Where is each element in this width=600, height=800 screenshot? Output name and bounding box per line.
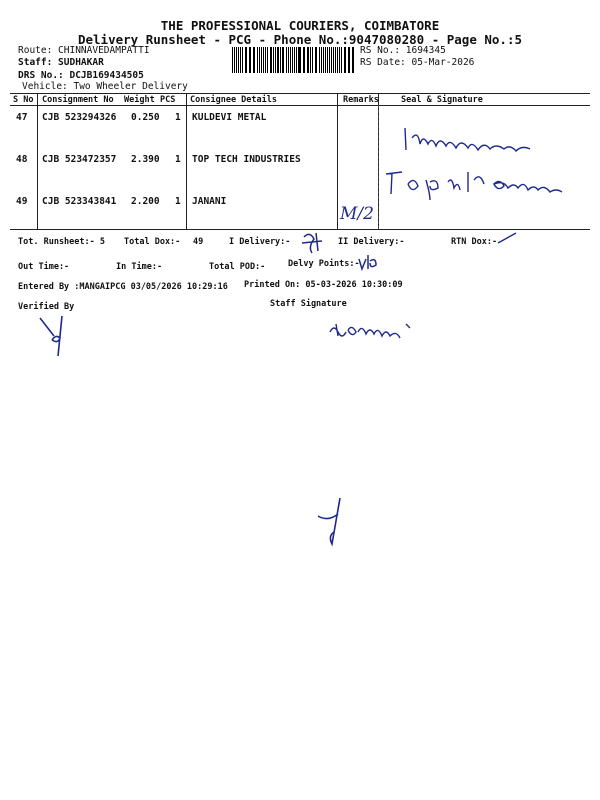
- col-header-consignee: Consignee Details: [190, 95, 277, 105]
- ii-delivery-label: II Delivery:-: [338, 237, 405, 247]
- rs-date: RS Date: 05-Mar-2026: [360, 57, 475, 68]
- barcode-bar: [273, 47, 274, 73]
- barcode-bar: [339, 47, 340, 73]
- col-divider: [337, 93, 338, 229]
- tot-runsheet: Tot. Runsheet:- 5: [18, 237, 105, 247]
- barcode-bar: [348, 47, 349, 73]
- barcode-bar: [240, 47, 241, 73]
- verified-signature: [36, 312, 76, 362]
- barcode-bar: [316, 47, 317, 73]
- table-top-border: [10, 93, 590, 94]
- total-pod-label: Total POD:-: [209, 262, 266, 272]
- row-weight: 2.390: [131, 154, 160, 165]
- total-dox-label: Total Dox:-: [124, 237, 181, 247]
- col-header-consignment: Consignment No: [42, 95, 114, 105]
- barcode-bar: [327, 47, 328, 73]
- barcode: [232, 47, 356, 73]
- barcode-bar: [310, 47, 311, 73]
- barcode-bar: [331, 47, 332, 73]
- printed-on: Printed On: 05-03-2026 10:30:09: [244, 280, 403, 290]
- col-header-weight: Weight: [124, 95, 155, 105]
- route-label: Route: CHINNAVEDAMPATTI: [18, 45, 150, 56]
- barcode-bar: [299, 47, 300, 73]
- total-dox-value: 49: [193, 237, 204, 247]
- row-pcs: 1: [175, 196, 181, 207]
- row-consignment: CJB 523472357: [42, 154, 117, 165]
- row-sno: 49: [16, 196, 28, 207]
- staff-signature: [326, 320, 416, 348]
- barcode-bar: [249, 47, 250, 73]
- row-pcs: 1: [175, 112, 181, 123]
- row-consignment: CJB 523294326: [42, 112, 117, 123]
- barcode-bar: [267, 47, 268, 73]
- runsheet-subtitle: Delivery Runsheet - PCG - Phone No.:9047080280 - Page No.:5: [77, 32, 522, 47]
- barcode-bar: [286, 47, 287, 73]
- row-sno: 47: [16, 112, 28, 123]
- row-weight: 2.200: [131, 196, 160, 207]
- col-divider: [186, 93, 187, 229]
- staff-signature-label: Staff Signature: [270, 299, 347, 309]
- table-header-border: [10, 105, 590, 106]
- barcode-bar: [238, 47, 239, 73]
- company-name: THE PROFESSIONAL COURIERS, COIMBATORE: [160, 18, 440, 33]
- col-header-seal: Seal & Signature: [401, 95, 483, 105]
- barcode-bar: [341, 47, 342, 73]
- seal-dashed-line: [378, 105, 379, 229]
- row-consignment: CJB 523343841: [42, 196, 117, 207]
- delvy-points-handwritten-mark: [356, 251, 380, 279]
- rtn-dox-slash-mark: [496, 230, 518, 249]
- handwritten-remark: M/2: [340, 204, 374, 224]
- out-time-label: Out Time:-: [18, 262, 70, 272]
- i-delivery-handwritten-mark: [300, 229, 326, 259]
- row-pcs: 1: [175, 154, 181, 165]
- barcode-bar: [254, 47, 255, 73]
- col-header-remarks: Remarks: [343, 95, 379, 105]
- barcode-bar: [277, 47, 278, 73]
- rs-number: RS No.: 1694345: [360, 45, 446, 56]
- handwritten-signature-row2: [382, 166, 582, 210]
- entered-by: Entered By :MANGAIPCG 03/05/2026 10:29:16: [18, 282, 228, 292]
- rtn-dox-label: RTN Dox:-: [451, 237, 498, 247]
- handwritten-signature-row1: [400, 118, 570, 162]
- barcode-bar: [232, 47, 233, 73]
- row-consignee: TOP TECH INDUSTRIES: [192, 154, 301, 165]
- row-consignee: KULDEVI METAL: [192, 112, 267, 123]
- barcode-bar: [353, 47, 354, 73]
- drs-label: DRS No.: DCJB169434505: [18, 70, 144, 81]
- in-time-label: In Time:-: [116, 262, 163, 272]
- pen-mark: [314, 494, 354, 552]
- barcode-bar: [253, 47, 254, 73]
- barcode-bar: [304, 47, 305, 73]
- col-header-sno: S No: [13, 95, 34, 105]
- row-sno: 48: [16, 154, 28, 165]
- i-delivery-label: I Delivery:-: [229, 237, 291, 247]
- row-consignee: JANANI: [192, 196, 227, 207]
- barcode-bar: [261, 47, 262, 73]
- barcode-bar: [294, 47, 295, 73]
- verified-by-label: Verified By: [18, 302, 75, 312]
- barcode-bar: [283, 47, 284, 73]
- delvy-points-label: Delvy Points:-: [288, 259, 360, 269]
- vehicle-label: Vehicle: Two Wheeler Delivery: [22, 81, 188, 92]
- col-divider: [37, 93, 38, 229]
- staff-label: Staff: SUDHAKAR: [18, 57, 104, 68]
- barcode-bar: [319, 47, 320, 73]
- row-weight: 0.250: [131, 112, 160, 123]
- col-header-pcs: PCS: [160, 95, 176, 105]
